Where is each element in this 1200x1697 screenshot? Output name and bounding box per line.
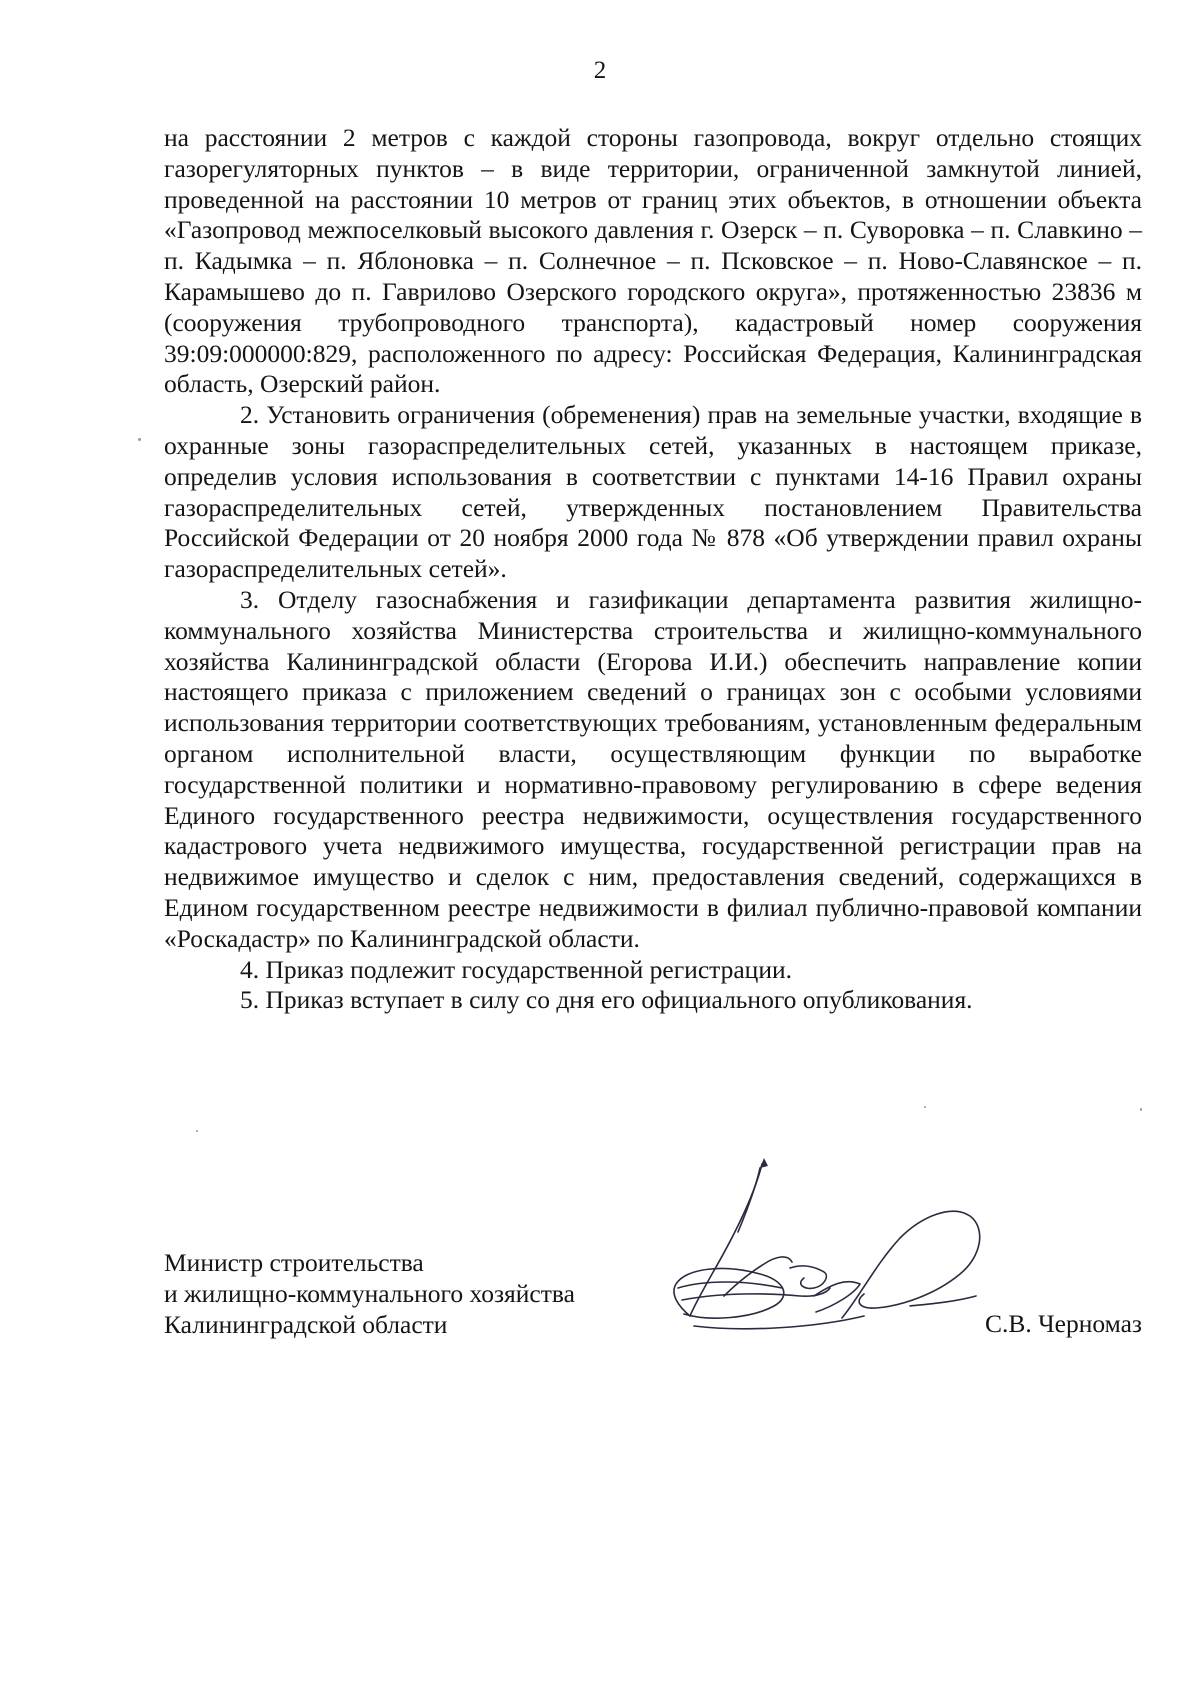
scan-speck: [1140, 1108, 1142, 1111]
signer-title-line: и жилищно-коммунального хозяйства: [164, 1278, 575, 1308]
scan-speck: [196, 1130, 198, 1132]
paragraph-item-2: 2. Установить ограничения (обременения) прав на земельные участки, входящие в охранные зоны газораспределительных сетей, указанных в настоящем приказе, определив условия использования в соответствии с пунктами 14-16 Правил охраны газораспределительных сетей, утвержденных постановлением Правительства Российской Федерации от 20 ноября 2000 года № 878 «Об утверждении правил охраны газораспределительных сетей».: [164, 400, 1142, 584]
page-number: 2: [593, 57, 607, 84]
signer-title-line: Министр строительства: [164, 1248, 424, 1277]
signature-block: [164, 1248, 1142, 1388]
handwritten-signature: [664, 1156, 994, 1356]
scan-speck: [138, 438, 141, 441]
scan-speck: [924, 1106, 926, 1108]
signer-title-line: Калининградской области: [164, 1309, 448, 1339]
document-body: [164, 123, 1142, 1016]
signer-name: С.В. Черномаз: [984, 1309, 1142, 1338]
paragraph-item-3: 3. Отделу газоснабжения и газификации департамента развития жилищно-коммунального хозяйства Министерства строительства и жилищно-коммунального хозяйства Калининградской области (Егорова И.И.) обеспечить направление копии настоящего приказа с приложением сведений о границах зон с особыми условиями использования территории соответствующих требованиям, установленным федеральным органом исполнительной власти, осуществляющим функции по выработке государственной политики и нормативно-правовому регулированию в сфере ведения Единого государственного реестра недвижимости, осуществления государственного кадастрового учета недвижимого имущества, государственной регистрации прав на недвижимое имущество и сделок с ним, предоставления сведений, содержащихся в Едином государственном реестре недвижимости в филиал публично-правовой компании «Роскадастр» по Калининградской области.: [164, 584, 1142, 953]
paragraph-item-5: 5. Приказ вступает в силу со дня его официального опубликования.: [240, 985, 973, 1015]
paragraph-continuation: на расстоянии 2 метров с каждой стороны газопровода, вокруг отдельно стоящих газорегуляторных пунктов – в виде территории, ограниченной замкнутой линией, проведенной на расстоянии 10 метров от границ этих объектов, в отношении объекта «Газопровод межпоселковый высокого давления г. Озерск – п. Суворовка – п. Славкино – п. Кадымка – п. Яблоновка – п. Солнечное – п. Псковское – п. Ново-Славянское – п. Карамышево до п. Гаврилово Озерского городского округа», протяженностью 23836 м (сооружения трубопроводного транспорта), кадастровый номер сооружения 39:09:000000:829, расположенного по адресу: Российская Федерация, Калининградская область, Озерский район.: [164, 123, 1142, 399]
signer-title: [164, 1248, 684, 1340]
paragraph-item-4: 4. Приказ подлежит государственной регистрации.: [240, 954, 792, 984]
